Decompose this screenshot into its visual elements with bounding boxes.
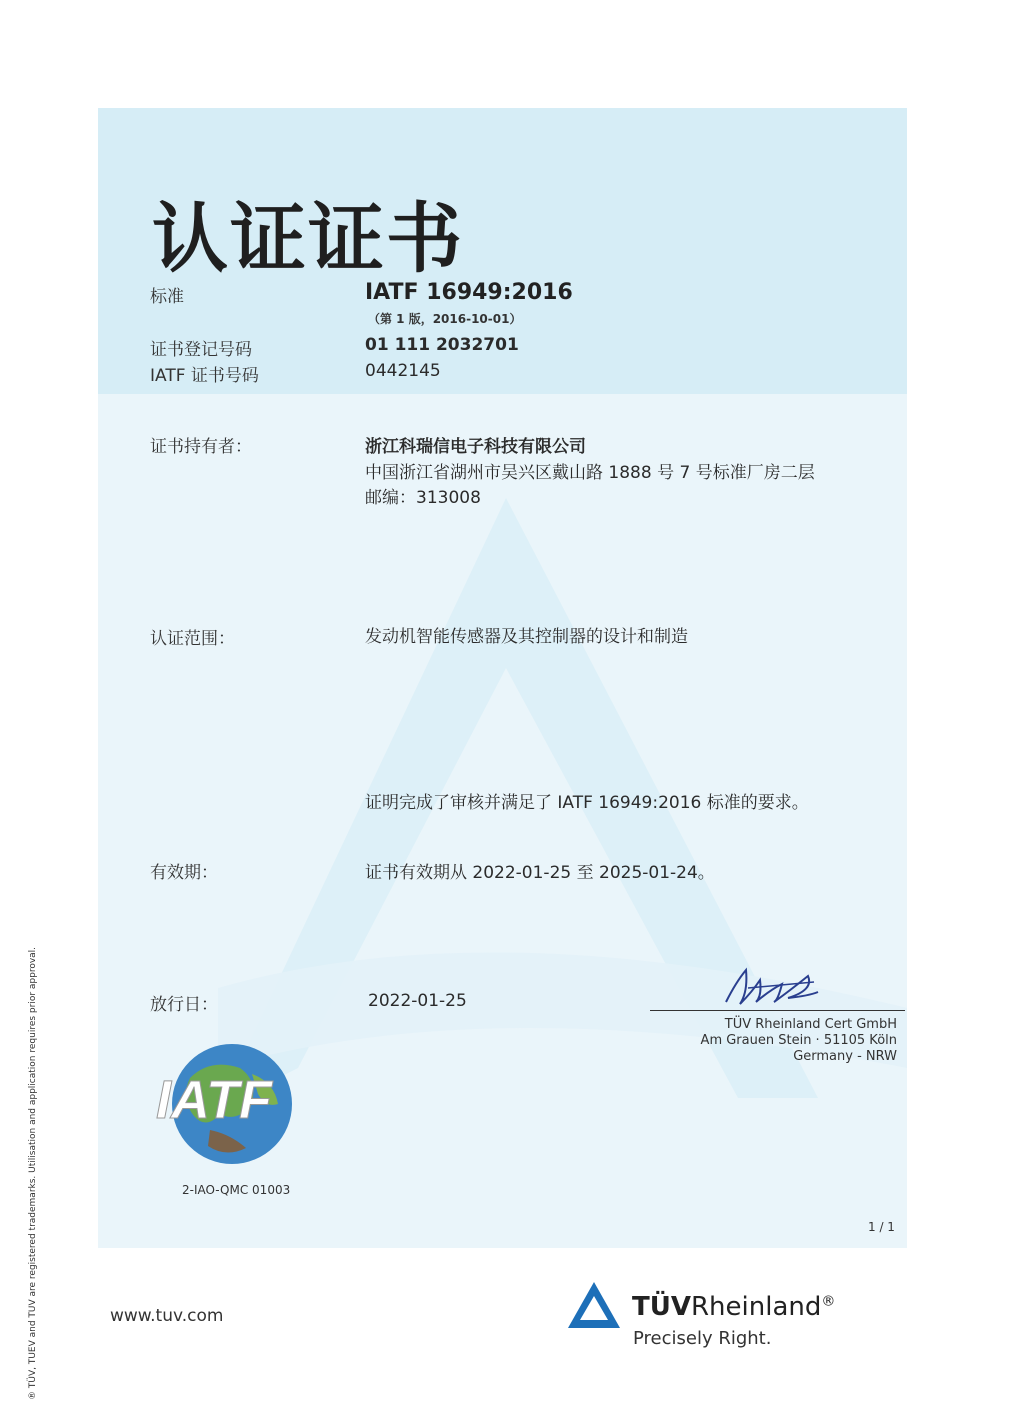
- standard-value: IATF 16949:2016: [365, 280, 573, 305]
- standard-edition: （第 1 版，2016-10-01）: [368, 312, 522, 326]
- iatf-no-label: IATF 证书号码: [150, 366, 259, 386]
- page-number: 1 / 1: [868, 1220, 895, 1234]
- tuv-triangle-icon: [566, 1280, 622, 1332]
- holder-label: 证书持有者：: [150, 437, 252, 457]
- issuer-address: Am Grauen Stein · 51105 Köln: [700, 1033, 897, 1048]
- scope-label: 认证范围：: [150, 629, 235, 649]
- trademark-note: ® TÜV, TUEV and TUV are registered trademarks. Utilisation and application requires prior approval.: [28, 946, 38, 1400]
- tuv-brand-tuv: TÜV: [632, 1292, 691, 1322]
- validity-label: 有效期：: [150, 863, 218, 883]
- iatf-globe-logo: [150, 1038, 310, 1173]
- reg-no-label: 证书登记号码: [150, 340, 252, 360]
- website-link[interactable]: www.tuv.com: [110, 1306, 224, 1326]
- iatf-code: 2-IAO-QMC 01003: [182, 1183, 291, 1197]
- signature: [718, 962, 828, 1012]
- iatf-no-value: 0442145: [365, 361, 441, 381]
- issue-date-label: 放行日：: [150, 995, 218, 1015]
- holder-address: 中国浙江省湖州市吴兴区戴山路 1888 号 7 号标准厂房二层: [365, 463, 815, 483]
- certificate-title: 认证证书: [152, 194, 464, 283]
- validity-value: 证书有效期从 2022-01-25 至 2025-01-24。: [365, 863, 715, 883]
- issuer-region: Germany - NRW: [793, 1049, 897, 1064]
- iatf-logo-text: IATF: [156, 1070, 272, 1130]
- tuv-tagline: Precisely Right.: [633, 1328, 772, 1349]
- scope-value: 发动机智能传感器及其控制器的设计和制造: [365, 627, 688, 647]
- holder-name: 浙江科瑞信电子科技有限公司: [365, 437, 586, 457]
- reg-no-value: 01 111 2032701: [365, 335, 519, 355]
- tuv-brand-rheinland: Rheinland: [690, 1292, 822, 1322]
- compliance-statement: 证明完成了审核并满足了 IATF 16949:2016 标准的要求。: [365, 793, 809, 813]
- signature-line: [650, 1010, 905, 1011]
- issuer-name: TÜV Rheinland Cert GmbH: [724, 1017, 897, 1032]
- issue-date-value: 2022-01-25: [368, 991, 467, 1011]
- standard-label: 标准: [150, 287, 184, 307]
- tuv-brand: [632, 1292, 835, 1322]
- registered-mark: ®: [821, 1293, 836, 1310]
- holder-postcode: 邮编：313008: [365, 488, 481, 508]
